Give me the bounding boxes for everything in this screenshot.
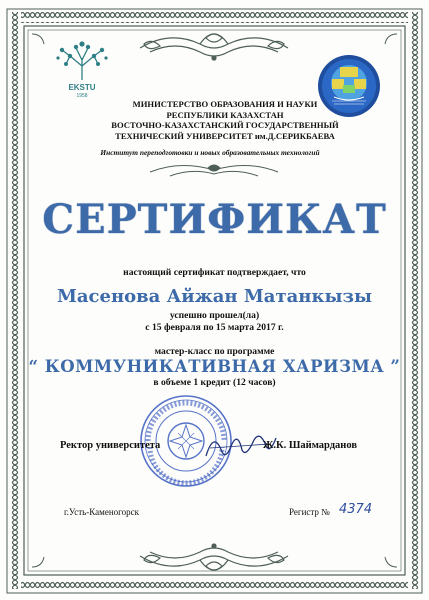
- confirm-text: настоящий сертификат подтверждает, что: [123, 267, 306, 278]
- ministry-line: ВОСТОЧНО-КАЗАХСТАНСКИЙ ГОСУДАРСТВЕННЫЙ: [111, 120, 339, 131]
- register-label: Регистр №: [289, 507, 330, 517]
- register-number: 4374: [339, 502, 373, 517]
- certificate-title: СЕРТИФИКАТ: [42, 196, 387, 243]
- rector-label: Ректор университета: [60, 440, 161, 451]
- institute-name: Институт переподготовки и новых образовательных технологий: [100, 148, 320, 157]
- svg-text:EKSTU: EKSTU: [68, 83, 96, 92]
- ministry-line: ТЕХНИЧЕСКИЙ УНИВЕРСИТЕТ им.Д.СЕРИКБАЕВА: [115, 130, 335, 141]
- volume-text: в объеме 1 кредит (12 часов): [153, 377, 276, 388]
- top-ornament: [140, 34, 288, 60]
- svg-text:1958: 1958: [76, 93, 88, 98]
- dates-text: с 15 февраля по 15 марта 2017 г.: [145, 322, 284, 333]
- ministry-line: МИНИСТЕРСТВО ОБРАЗОВАНИЯ И НАУКИ: [132, 99, 318, 109]
- bottom-ornament: [140, 544, 288, 570]
- university-logo-icon: [48, 36, 116, 98]
- program-name: “ КОММУНИКАТИВНАЯ ХАРИЗМА ”: [28, 357, 401, 376]
- divider-flourish: [150, 165, 278, 176]
- recipient-name: Масенова Айжан Матанкызы: [56, 286, 373, 307]
- signer-name: Ж.К. Шаймарданов: [263, 440, 358, 451]
- passed-text: успешно прошел(ла): [169, 310, 260, 321]
- ministry-header: [60, 99, 390, 141]
- masterclass-text: мастер-класс по программе: [154, 346, 275, 357]
- city-label: г.Усть-Каменогорск: [64, 507, 139, 517]
- ministry-line: РЕСПУБЛИКИ КАЗАХСТАН: [166, 109, 284, 120]
